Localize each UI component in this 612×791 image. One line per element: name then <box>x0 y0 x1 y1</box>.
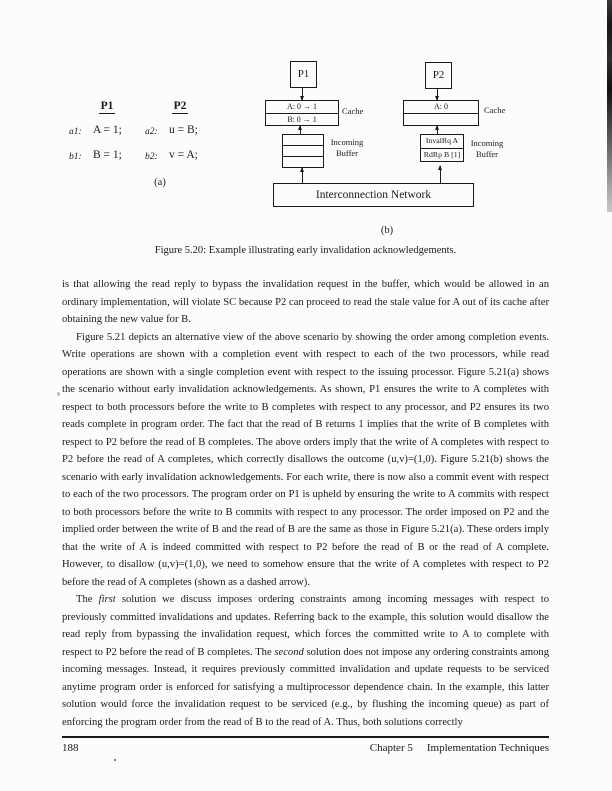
paragraph: is that allowing the read reply to bypass the invalidation request in the buffer, which would be allowed in an ordinary implementation, will violate SC because P2 can proceed to read the stale value for A out of its cache after obtaining the new value for B. <box>62 279 549 325</box>
footer-rule <box>62 736 549 738</box>
p2-processor-box: P2 <box>425 62 452 89</box>
p1-incoming-buffer-label: Incoming Buffer <box>330 137 364 158</box>
paragraph-segment: solution does not impose any ordering constraints among incoming messages. Instead, it requires previously committed invalidation and update requests to be serviced anytime program order is enforced for satisfying a multiprocessor dependence chain. In the example, this latter solution would force the invalidation request to be serviced (e.g., by flushing the incoming queue) as part of enforcing the program order from the read of B to the read of A. Thus, both solutions correctly <box>62 646 549 728</box>
buffer-row: InvalRq A <box>425 136 459 145</box>
page-number: 188 <box>62 742 79 754</box>
code-col-header-p1-text: P1 <box>100 100 114 112</box>
code-line-label: a1: <box>69 127 82 137</box>
figure-part-a-label: (a) <box>154 177 166 188</box>
chapter-title: Implementation Techniques <box>426 742 549 754</box>
cache-row-empty <box>404 113 478 126</box>
p1-cache-box <box>265 100 339 126</box>
code-col-header-p1 <box>93 100 121 114</box>
arrow-p1-to-cache-icon <box>302 87 303 100</box>
arrow-p2-buffer-to-cache-icon <box>437 126 438 134</box>
p2-incoming-buffer-box <box>420 134 464 162</box>
cache-row: A: 0 <box>434 102 448 111</box>
p2-cache-label: Cache <box>484 105 506 115</box>
paragraph <box>62 591 549 731</box>
p2-cache-box <box>403 100 479 126</box>
buffer-row-empty <box>283 145 323 156</box>
p2-incoming-buffer-label: Incoming Buffer <box>470 138 504 159</box>
p1-incoming-buffer-box <box>282 134 324 168</box>
paragraph-segment-italic: second <box>274 646 304 658</box>
paragraph-segment: The <box>76 594 99 605</box>
arrow-p1-buffer-to-cache-icon <box>300 126 301 134</box>
scan-artifact-speck <box>57 392 60 396</box>
running-footer <box>62 742 549 754</box>
paragraph-segment: solution we discuss imposes ordering constraints among incoming messages with respect to previously committed invalidations and updates. Referring back to the example, this solution would disallow the read reply from bypassing the invalidation request, which forces the committed write to A to complete with respect to P2 before the read of B completes. The <box>62 594 549 658</box>
scan-artifact-speck <box>114 759 116 761</box>
code-statement: u = B; <box>169 124 198 136</box>
arrow-network-to-p2-buffer-icon <box>440 166 441 183</box>
buffer-row-empty <box>283 135 323 145</box>
scan-artifact-edge <box>607 0 612 212</box>
code-col-header-p2-text: P2 <box>173 100 187 112</box>
figure-part-b-label: (b) <box>380 225 394 236</box>
buffer-row-empty <box>283 156 323 167</box>
p1-cache-label: Cache <box>342 106 364 116</box>
interconnection-network-box: Interconnection Network <box>273 183 474 207</box>
arrow-network-to-p1-buffer-icon <box>302 168 303 183</box>
arrow-p2-to-cache-icon <box>437 88 438 100</box>
paragraph: Figure 5.21 depicts an alternative view of the above scenario by showing the order among completion events. Write operations are shown with a completion event with respect to each of the two processors, while read operations are shown with a single completion event with respect to the issuing processor. Figure 5.21(a) shows the scenario without early invalidation acknowledgements. As shown, P1 ensures the write to A completes with respect to both processors before the write to B completes with respect to any processor, and P2 ensures its two reads complete in program order. The fact that the read of B returns 1 implies that the write of B completes with respect to P2 before the read of B completes. The above orders imply that the write of A completes with respect to P2 before the read of A completes, which correctly disallows the outcome (u,v)=(1,0). Figure 5.21(b) shows the scenario with early invalidation acknowledgements. For each write, there is now also a commit event with respect to each of the two processors. The program order on P1 is upheld by ensuring the write to A commits with respect to both processors before the write to B commits with respect to any processor. The order imposed on P2 and the implied order between the write of B and the read of B are the same as those in Figure 5.21(a). These orders imply that the write of A is indeed committed with respect to P2 before the read of B or the read of A complete. However, to disallow (u,v)=(1,0), we need to somehow ensure that the write of A completes with respect to P2 before the read of A completes (shown as a dashed arrow). <box>62 331 549 588</box>
code-statement: v = A; <box>169 149 198 161</box>
figure-caption: Figure 5.20: Example illustrating early invalidation acknowledgements. <box>154 245 457 256</box>
code-line-label: a2: <box>145 127 158 137</box>
paragraph-segment-italic: first <box>98 594 116 605</box>
code-statement: B = 1; <box>93 149 122 161</box>
code-statement: A = 1; <box>93 124 122 136</box>
cache-row: A: 0 → 1 <box>287 102 317 111</box>
buffer-row: RdRp B [1] <box>421 148 463 162</box>
cache-row: B: 0 → 1 <box>266 113 338 126</box>
code-line-label: b1: <box>69 152 82 162</box>
chapter-label: Chapter 5 <box>369 742 413 754</box>
p1-processor-box: P1 <box>290 61 317 88</box>
code-col-header-p2 <box>166 100 194 114</box>
body-text <box>62 276 549 731</box>
code-line-label: b2: <box>145 152 158 162</box>
